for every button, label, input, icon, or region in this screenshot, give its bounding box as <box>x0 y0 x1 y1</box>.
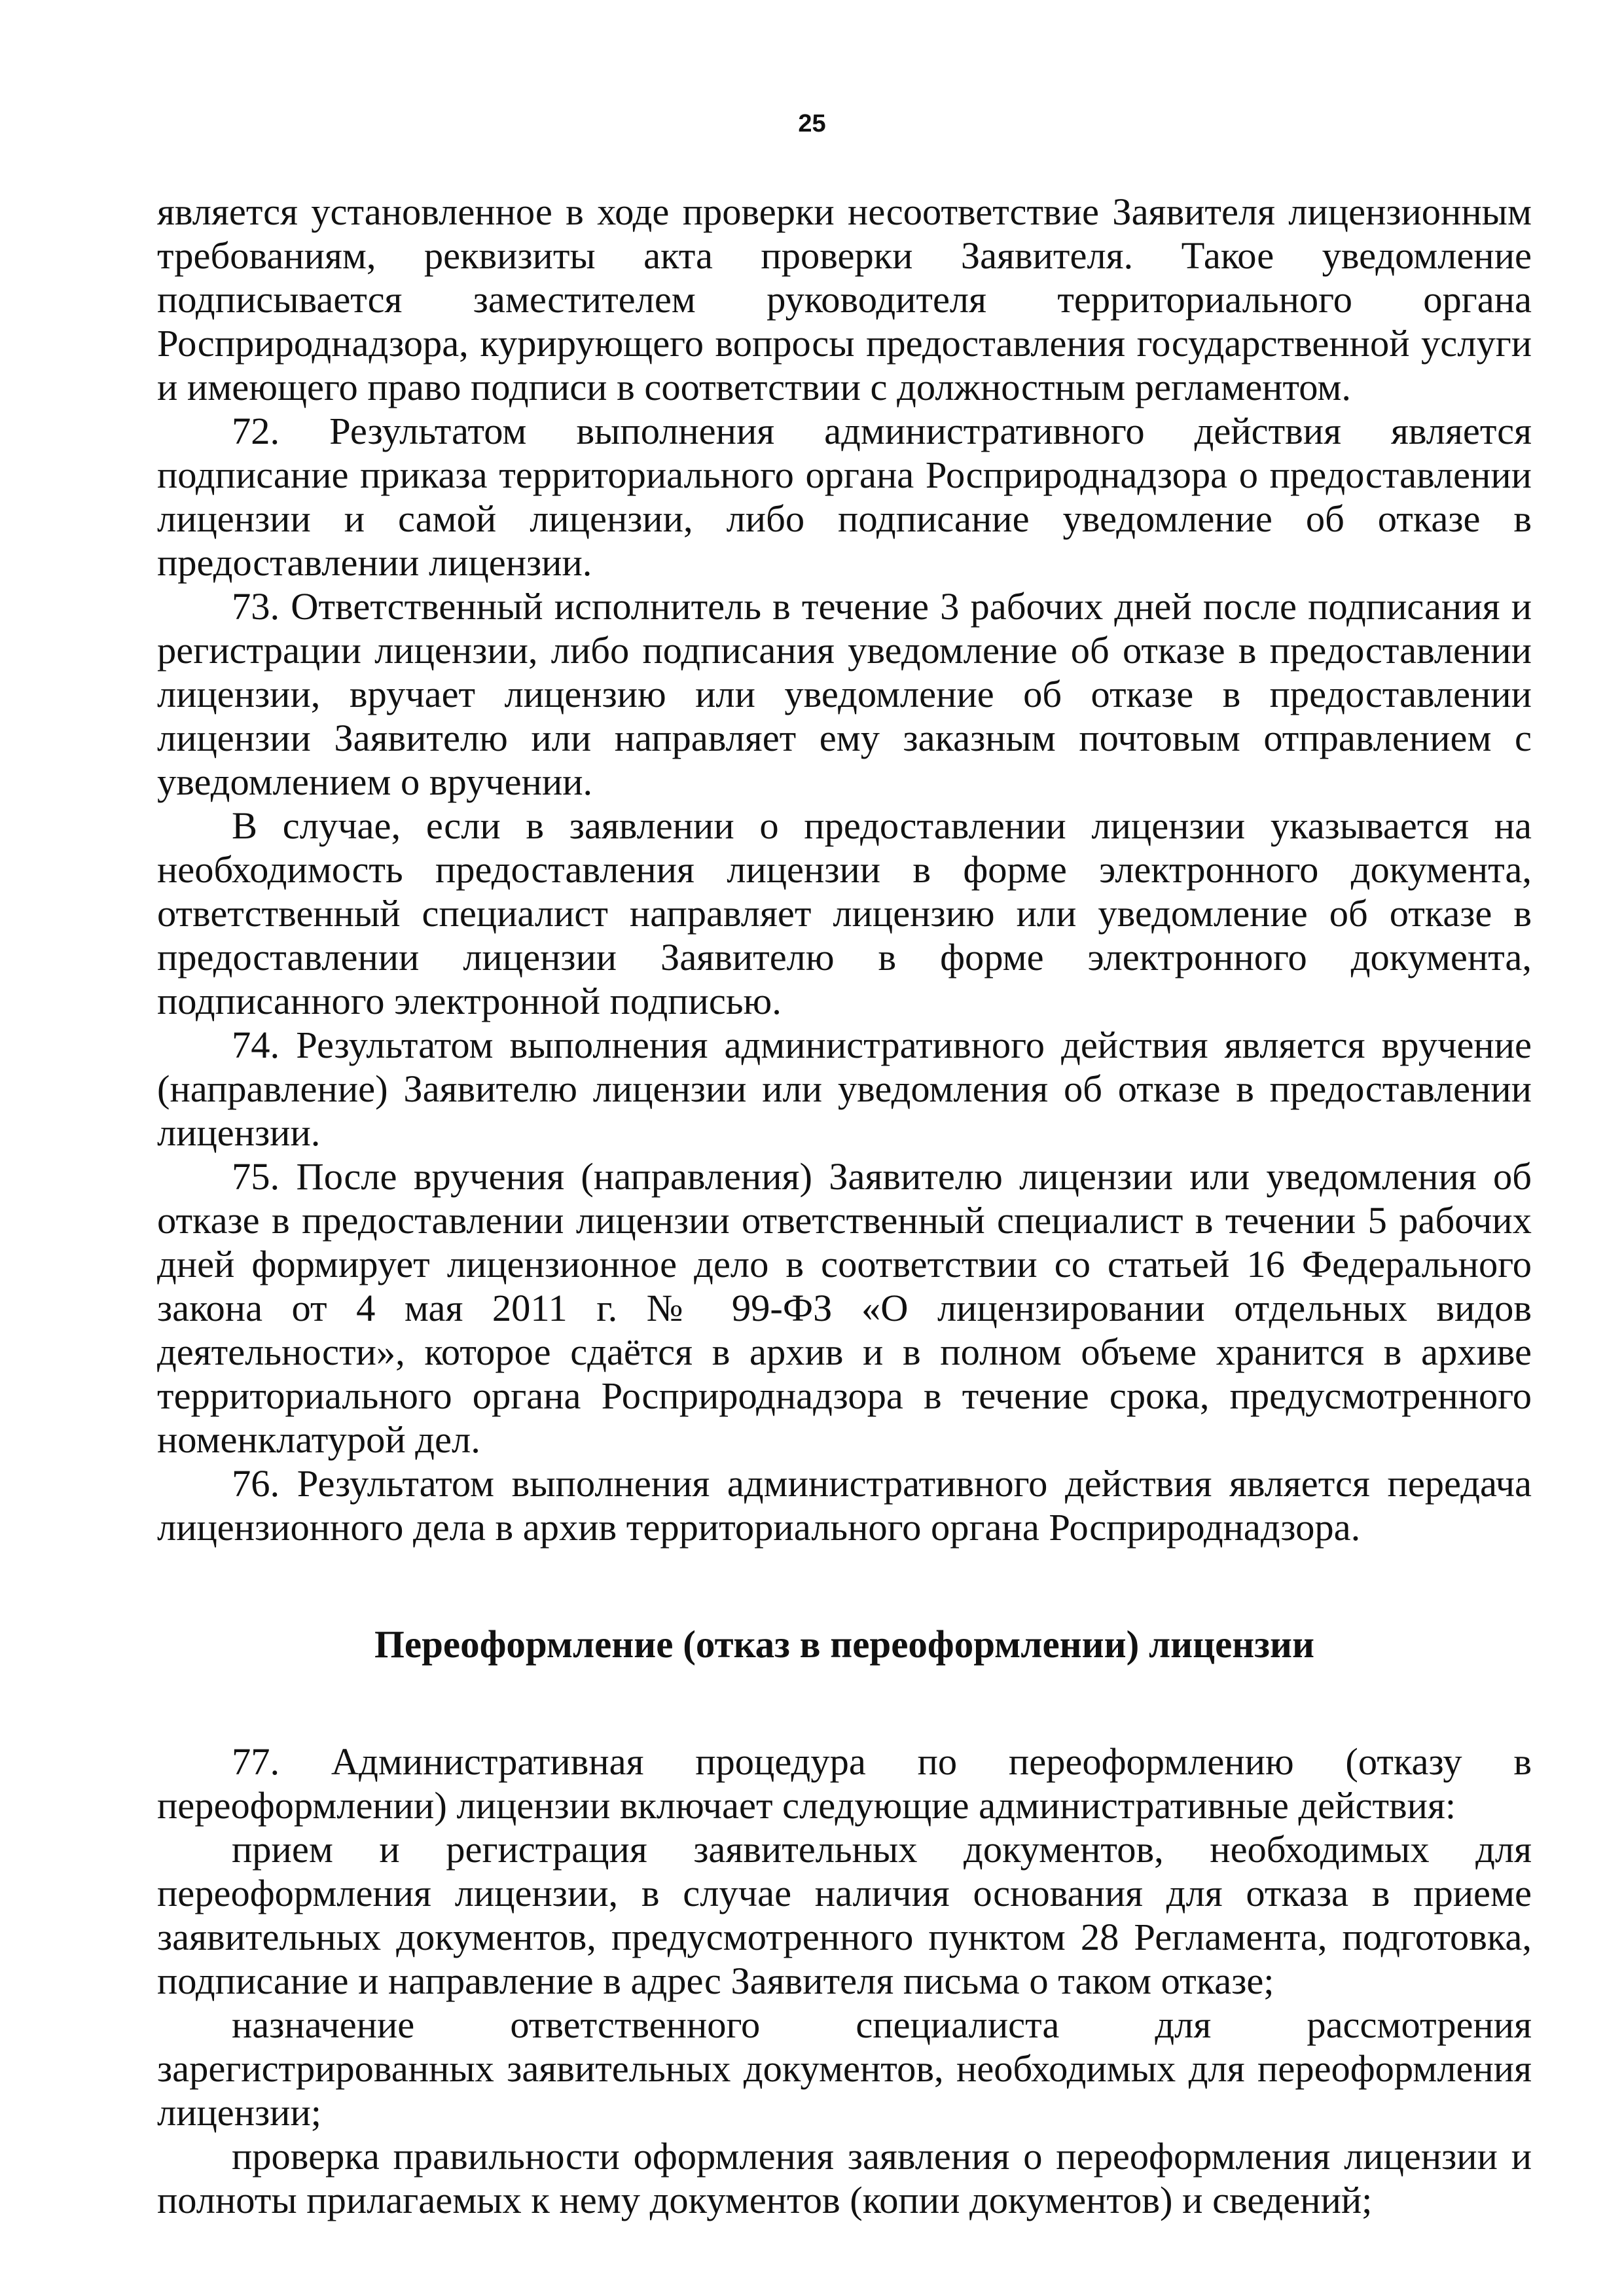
paragraph-continuation: является установленное в ходе проверки несоответствие Заявителя лицензионным требованиям, реквизиты акта проверки Заявителя. Такое уведомление подписывается заместителем руководителя территориального органа Росприроднадзора, курирующего вопросы предоставления государственной услуги и имеющего право подписи в соответствии с должностным регламентом. <box>157 190 1532 408</box>
paragraph-75: 75. После вручения (направления) Заявителю лицензии или уведомления об отказе в предоставлении лицензии ответственный специалист в течении 5 рабочих дней формирует лицензионное дело в соответствии со статьей 16 Федерального закона от 4 мая 2011 г. № 99-ФЗ «О лицензировании отдельных видов деятельности», которое сдаётся в архив и в полном объеме хранится в архиве территориального органа Росприроднадзора в течение срока, предусмотренного номенклатурой дел. <box>157 1155 1532 1461</box>
list-item-verification: проверка правильности оформления заявления о переоформления лицензии и полноты прилагаемых к нему документов (копии документов) и сведений; <box>157 2135 1532 2221</box>
paragraph-72: 72. Результатом выполнения административного действия является подписание приказа территориального органа Росприроднадзора о предоставлении лицензии и самой лицензии, либо подписание уведомление об отказе в предоставлении лицензии. <box>157 410 1532 584</box>
list-item-reception: прием и регистрация заявительных документов, необходимых для переоформления лицензии, в случае наличия основания для отказа в приеме заявительных документов, предусмотренного пунктом 28 Регламента, подготовка, подписание и направление в адрес Заявителя письма о таком отказе; <box>157 1828 1532 2002</box>
paragraph-74: 74. Результатом выполнения административного действия является вручение (направление) Заявителю лицензии или уведомления об отказе в предоставлении лицензии. <box>157 1024 1532 1154</box>
list-item-assignment: назначение ответственного специалиста для рассмотрения зарегистрированных заявительных документов, необходимых для переоформления лицензии; <box>157 2003 1532 2134</box>
paragraph-electronic-document: В случае, если в заявлении о предоставлении лицензии указывается на необходимость предоставления лицензии в форме электронного документа, ответственный специалист направляет лицензию или уведомление об отказе в предоставлении лицензии Заявителю в форме электронного документа, подписанного электронной подписью. <box>157 804 1532 1022</box>
paragraph-76: 76. Результатом выполнения административного действия является передача лицензионного дела в архив территориального органа Росприроднадзора. <box>157 1462 1532 1549</box>
paragraph-77: 77. Административная процедура по переоформлению (отказу в переоформлении) лицензии включает следующие административные действия: <box>157 1740 1532 1827</box>
paragraph-73: 73. Ответственный исполнитель в течение 3 рабочих дней после подписания и регистрации лицензии, либо подписания уведомление об отказе в предоставлении лицензии, вручает лицензию или уведомление об отказе в предоставлении лицензии Заявителю или направляет ему заказным почтовым отправлением с уведомлением о вручении. <box>157 585 1532 803</box>
document-body <box>157 190 1532 2222</box>
page-number: 25 <box>798 110 826 137</box>
section-heading: Переоформление (отказ в переоформлении) лицензии <box>374 1623 1314 1666</box>
